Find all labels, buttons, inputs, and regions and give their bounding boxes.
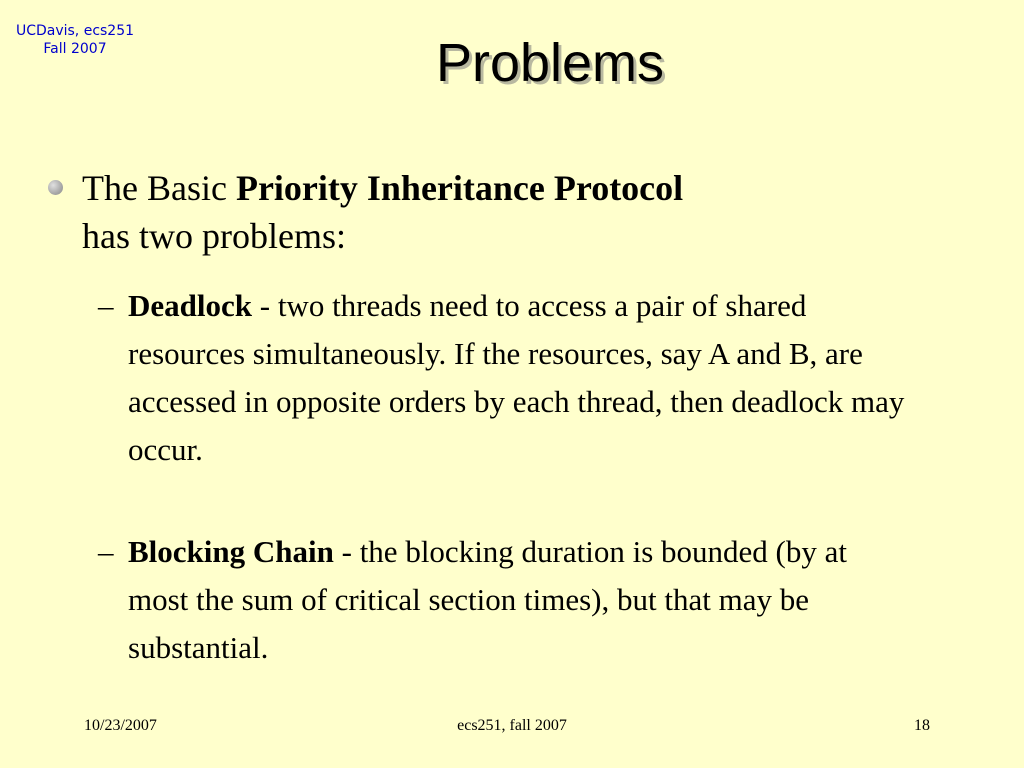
- sub-item-blocking-chain-text: - the blocking duration is bounded (by at most the sum of critical section times), but that may be substantial.: [128, 534, 847, 665]
- dash-icon: –: [98, 288, 114, 323]
- footer-date: 10/23/2007: [84, 717, 157, 734]
- bullet-main-prefix: The Basic: [82, 168, 236, 208]
- sub-item-blocking-chain-term: Blocking Chain: [128, 534, 334, 569]
- bullet-dot-icon: [48, 180, 63, 195]
- slide-title: Problems: [435, 33, 665, 93]
- bullet-main: [82, 164, 922, 260]
- course-label-line1: UCDavis, ecs251: [15, 23, 135, 39]
- course-label-line2: Fall 2007: [43, 41, 107, 57]
- sub-item-deadlock-text: - two threads need to access a pair of shared resources simultaneously. If the resources, say A and B, are accessed in opposite orders by each thread, then deadlock may occur.: [128, 288, 905, 467]
- footer-center: ecs251, fall 2007: [457, 717, 567, 734]
- dash-icon: –: [98, 534, 114, 569]
- page-number: 18: [914, 717, 930, 734]
- bullet-main-bold: Priority Inheritance Protocol: [235, 168, 684, 208]
- sub-item-blocking-chain: [128, 528, 908, 672]
- sub-item-deadlock: [128, 282, 908, 474]
- bullet-main-suffix: has two problems:: [82, 216, 346, 256]
- sub-item-deadlock-term: Deadlock: [128, 288, 252, 323]
